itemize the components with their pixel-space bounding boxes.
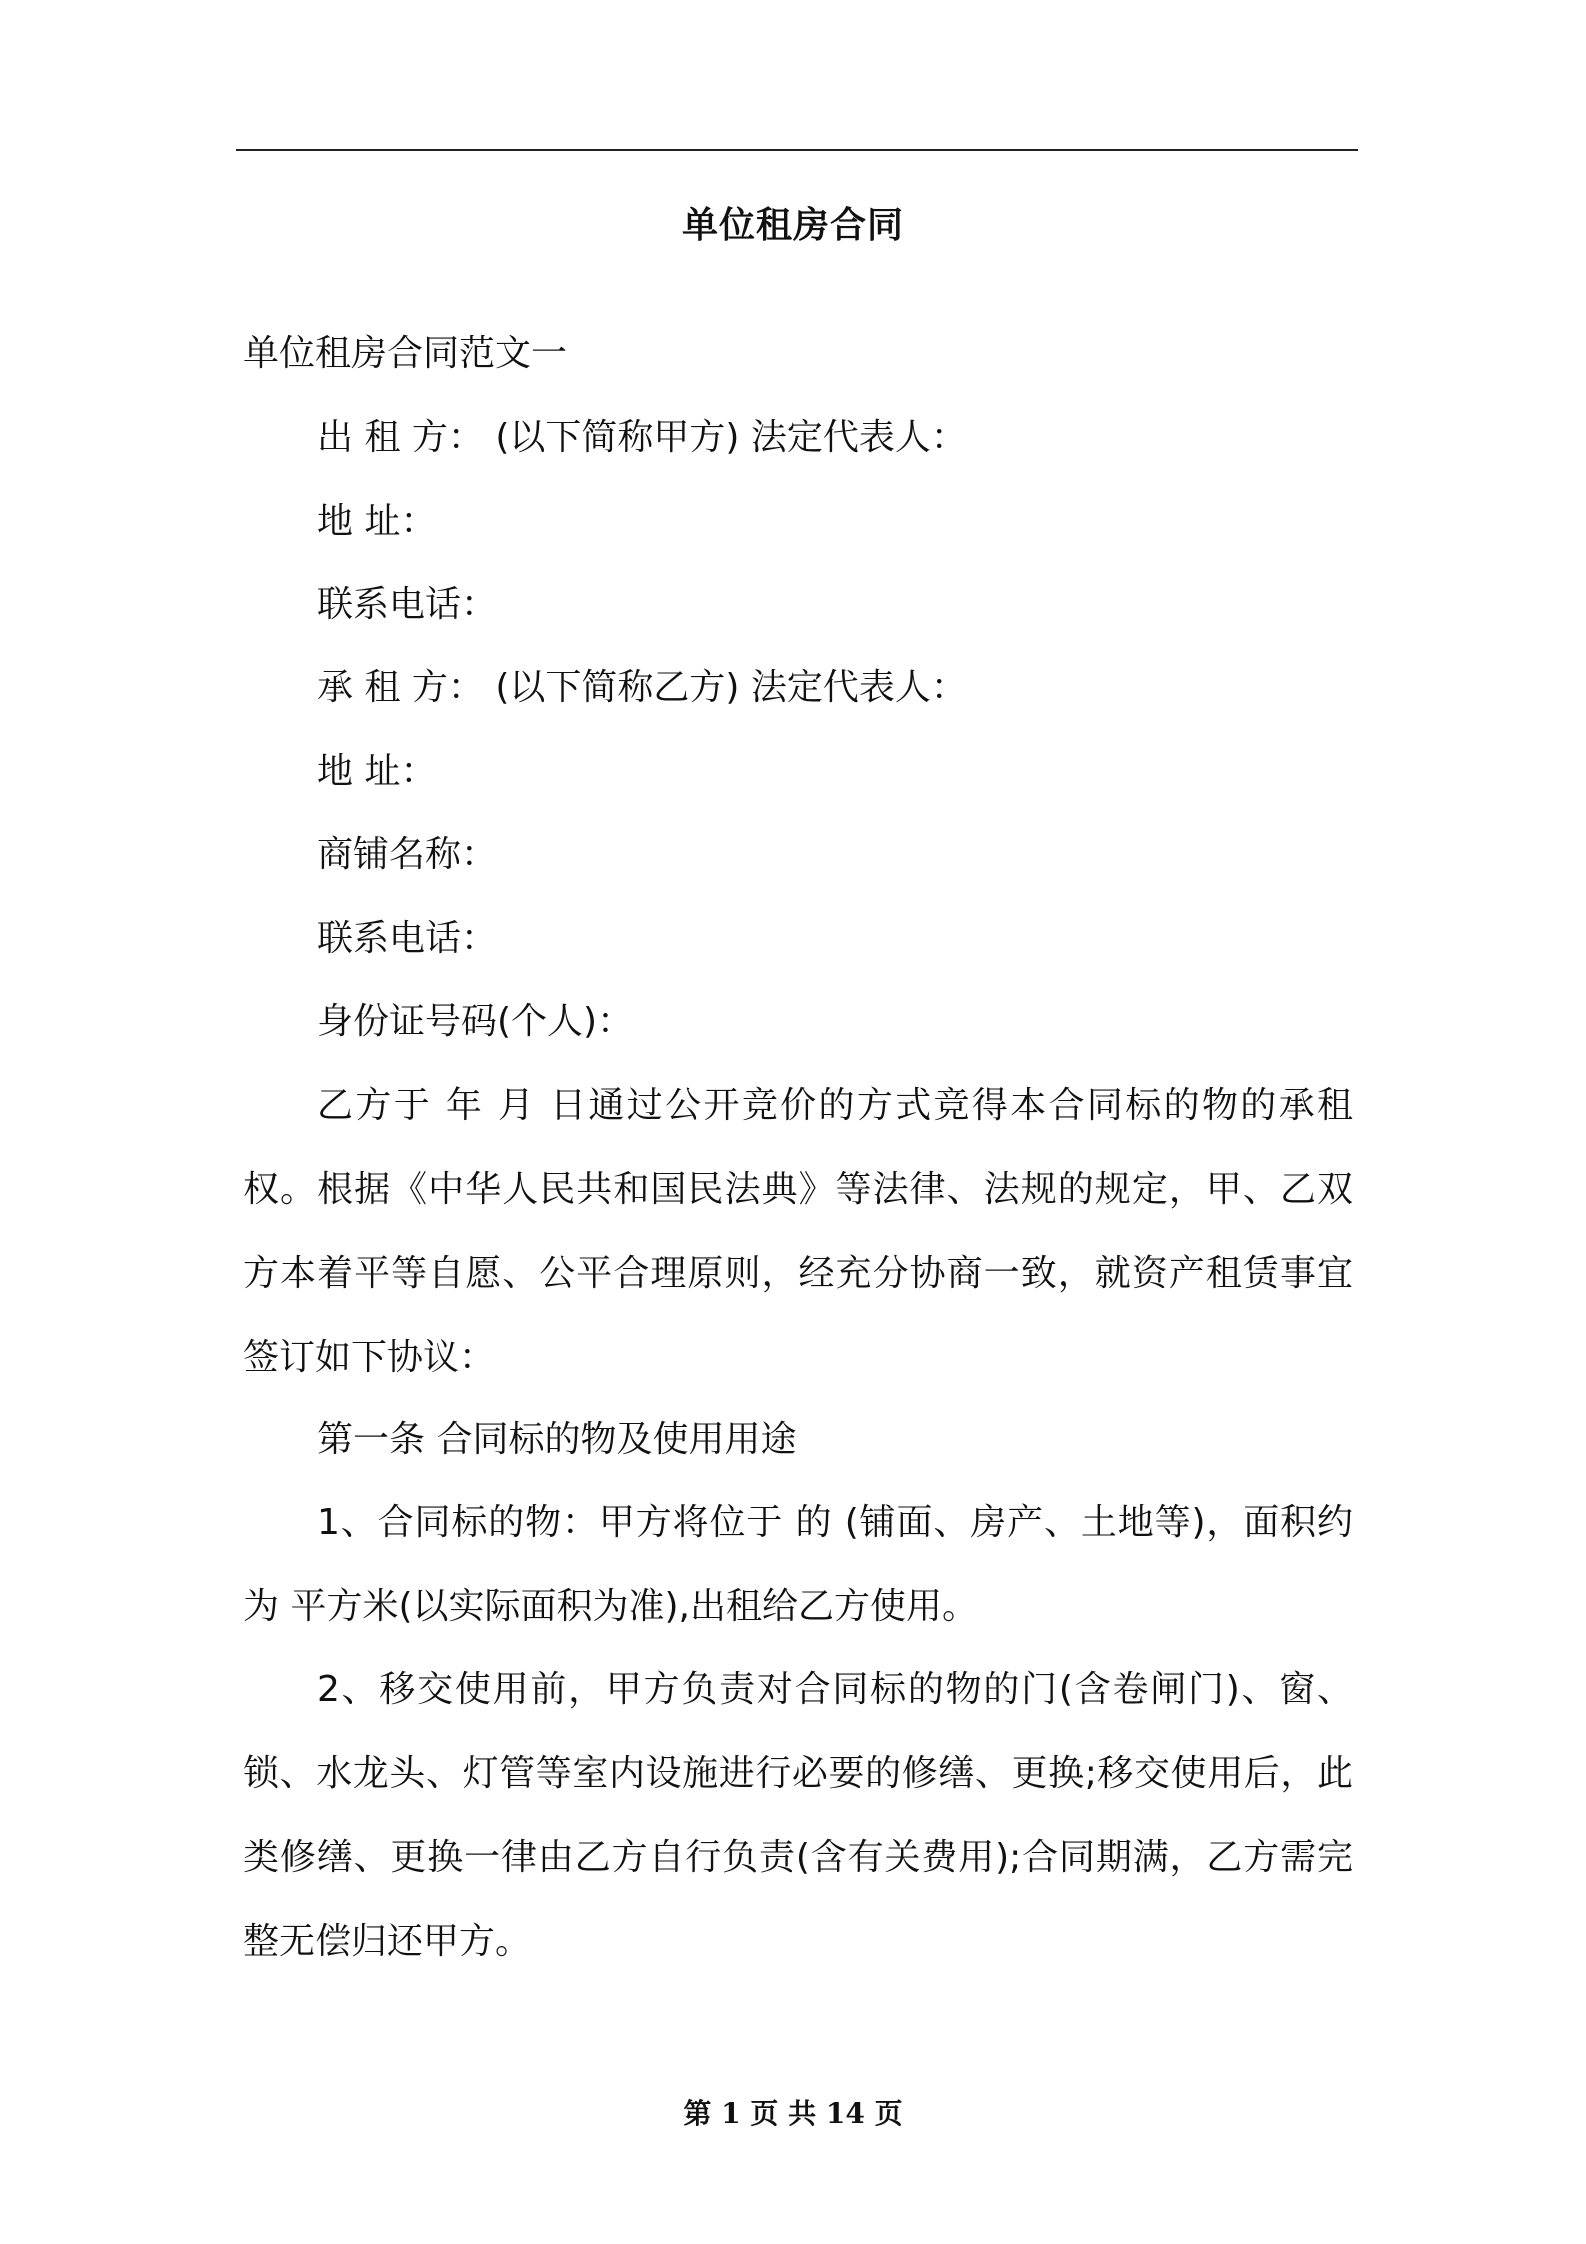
article-1-heading: 第一条 合同标的物及使用用途 <box>317 1419 797 1460</box>
party-b-address: 地 址： <box>317 751 437 792</box>
intro-paragraph: 乙方于 年 月 日通过公开竞价的方式竞得本合同标的物的承租权。根据《中华人民共和国民法典》等法律、法规的规定，甲、乙双方本着平等自愿、公平合理原则，经充分协商一致，就资产租赁事宜签订如下协议： <box>243 1085 1353 1378</box>
party-b-line: 承 租 方： (以下简称乙方) 法定代表人： <box>317 667 967 708</box>
header-rule <box>236 149 1358 151</box>
shop-name: 商铺名称： <box>317 834 498 875</box>
id-number: 身份证号码(个人)： <box>317 1001 634 1042</box>
party-a-line: 出 租 方： (以下简称甲方) 法定代表人： <box>317 417 967 458</box>
party-b-phone: 联系电话： <box>317 918 498 959</box>
clause-2-paragraph: 2、移交使用前，甲方负责对合同标的物的门(含卷闸门)、窗、锁、水龙头、灯管等室内设施进行必要的修缮、更换;移交使用后，此类修缮、更换一律由乙方自行负责(含有关费用);合同期满，乙方需完整无偿归还甲方。 <box>243 1669 1353 1962</box>
party-a-phone: 联系电话： <box>317 584 498 625</box>
clause-1-paragraph: 1、合同标的物：甲方将位于 的 (铺面、房产、土地等)，面积约为 平方米(以实际面积为准),出租给乙方使用。 <box>243 1502 1353 1627</box>
contract-subtitle: 单位租房合同范文一 <box>243 333 568 374</box>
page-number: 第 1 页 共 14 页 <box>683 2097 903 2130</box>
document-title: 单位租房合同 <box>681 205 904 246</box>
party-a-address: 地 址： <box>317 501 437 542</box>
